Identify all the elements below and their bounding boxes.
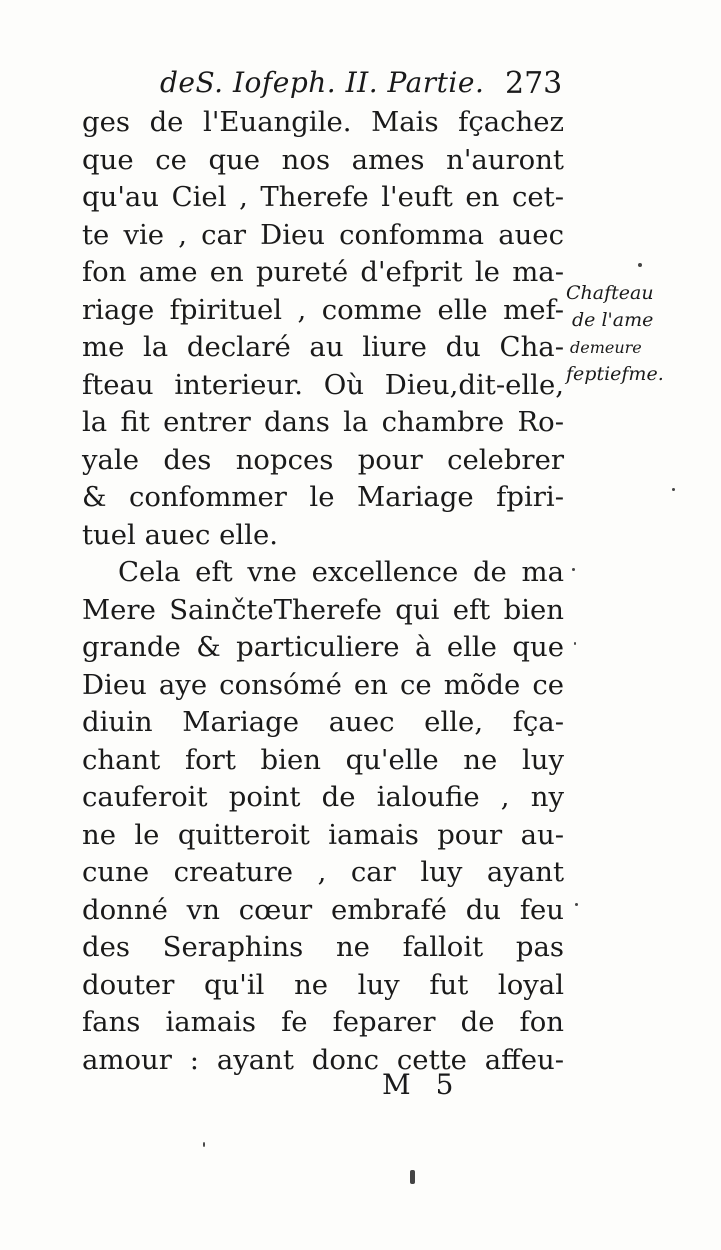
text-line: grande & particuliere à elle que [82, 631, 564, 663]
text-line: chant fort bien qu'elle ne luy [82, 743, 564, 776]
marginal-note-line: Chafteau [566, 282, 654, 304]
ink-speck [410, 1170, 415, 1184]
marginal-note-line: de l'ame [572, 309, 654, 331]
text-line: ne le quitteroit iamais pour au- [82, 818, 564, 851]
marginal-note [566, 280, 716, 388]
text-line: donné vn cœur embrafé du feu [82, 893, 564, 926]
text-line: yale des nopces pour celebrer [82, 443, 564, 476]
page-number: 273 [505, 66, 563, 101]
text-line: me la declaré au liure du Cha- [82, 331, 564, 363]
text-line: & confommer le Mariage fpiri- [82, 481, 564, 513]
ink-speck [638, 263, 642, 267]
text-line: diuin Mariage auec elle, fça- [82, 706, 564, 738]
text-line: cauferoit point de ialoufie , ny [82, 781, 564, 813]
text-line: que ce que nos ames n'auront [82, 143, 564, 176]
marginal-note-line: feptiefme. [566, 363, 664, 385]
ink-speck [203, 1142, 205, 1147]
text-line: fans iamais fe feparer de fon [82, 1006, 564, 1038]
text-line: des Seraphins ne falloit pas [82, 931, 564, 963]
running-title: deS. Iofeph. II. Partie. [160, 66, 485, 99]
text-line: ges de l'Euangile. Mais fçachez [82, 106, 564, 138]
text-line: cune creature , car luy ayant [82, 856, 564, 888]
signature-mark: M 5 [382, 1068, 462, 1101]
text-line: te vie , car Dieu confomma auec [82, 218, 564, 251]
text-line: amour : ayant donc cette affeu- [82, 1043, 564, 1076]
body-text [82, 104, 564, 1079]
text-line: qu'au Ciel , Therefe l'euft en cet- [82, 181, 564, 213]
text-line: tuel auec elle. [82, 518, 278, 551]
marginal-note-line: demeure [570, 338, 642, 357]
ink-speck [574, 642, 576, 645]
ink-speck [575, 903, 578, 906]
text-line: fon ame en pureté d'efprit le ma- [82, 256, 564, 288]
text-line: Dieu aye consómé en ce mõde ce [82, 668, 564, 701]
ink-speck [572, 568, 575, 571]
text-line: riage fpirituel , comme elle mef- [82, 293, 564, 326]
text-line: Mere SainčteTherefe qui eft bien [82, 593, 564, 626]
paragraph-start-line: Cela eft vne excellence de ma [118, 556, 564, 588]
text-line: douter qu'il ne luy fut loyal [82, 968, 564, 1001]
text-line: la fit entrer dans la chambre Ro- [82, 406, 564, 438]
text-line: fteau interieur. Où Dieu,dit-elle, [82, 368, 564, 401]
ink-speck [672, 488, 675, 491]
